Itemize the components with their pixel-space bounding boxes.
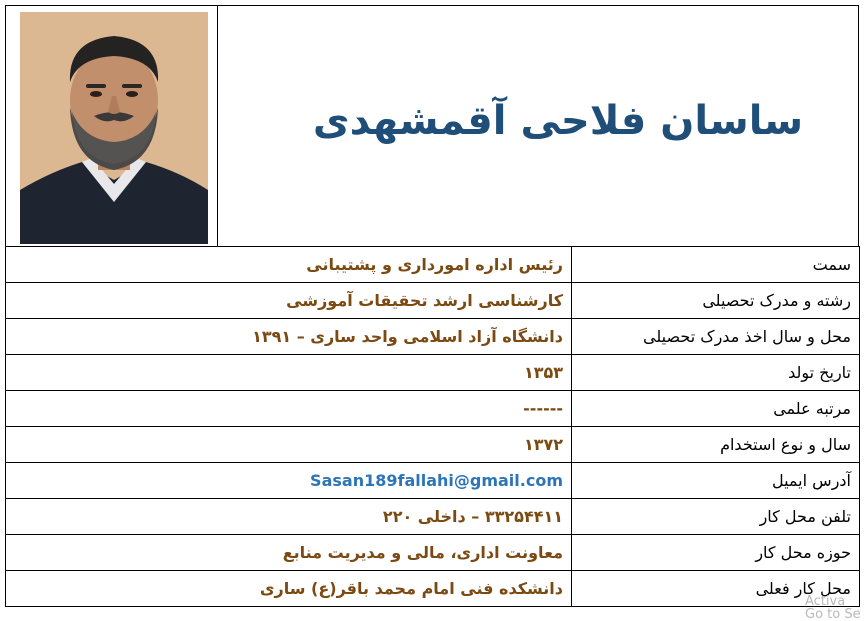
portrait-illustration: [20, 12, 208, 244]
activation-watermark: [805, 595, 865, 621]
label-cell: آدرس ایمیل: [572, 463, 860, 499]
table-row: [6, 247, 860, 283]
table-row: [6, 391, 860, 427]
table-row: [6, 463, 860, 499]
label-cell: محل کار فعلی: [572, 571, 860, 607]
table-row: [6, 571, 860, 607]
table-row: [6, 535, 860, 571]
table-row: [6, 319, 860, 355]
profile-header: [5, 5, 859, 246]
photo-cell: [6, 6, 218, 246]
label-cell: تلفن محل کار: [572, 499, 860, 535]
value-cell: دانشکده فنی امام محمد باقر(ع) ساری: [6, 571, 572, 607]
label-cell: حوزه محل کار: [572, 535, 860, 571]
person-name: ساسان فلاحی آقمشهدی: [312, 98, 804, 144]
table-row: [6, 499, 860, 535]
label-cell: تاریخ تولد: [572, 355, 860, 391]
label-cell: سال و نوع استخدام: [572, 427, 860, 463]
email-link[interactable]: Sasan189fallahi@gmail.com: [6, 463, 572, 499]
label-cell: رشته و مدرک تحصیلی: [572, 283, 860, 319]
value-cell: ۱۳۵۳: [6, 355, 572, 391]
label-cell: سمت: [572, 247, 860, 283]
value-cell: ۳۳۲۵۴۴۱۱ – داخلی ۲۲۰: [6, 499, 572, 535]
label-cell: مرتبه علمی: [572, 391, 860, 427]
value-cell: ------: [6, 391, 572, 427]
value-cell: کارشناسی ارشد تحقیقات آموزشی: [6, 283, 572, 319]
value-cell: دانشگاه آزاد اسلامی واحد ساری – ۱۳۹۱: [6, 319, 572, 355]
table-row: [6, 355, 860, 391]
label-cell: محل و سال اخذ مدرک تحصیلی: [572, 319, 860, 355]
value-cell: معاونت اداری، مالی و مدیریت منابع: [6, 535, 572, 571]
watermark-line-1: Activa: [805, 595, 846, 609]
watermark-line-2: Go to Se: [805, 607, 861, 621]
info-table: [5, 246, 860, 607]
value-cell: ۱۳۷۲: [6, 427, 572, 463]
profile-photo: [20, 12, 208, 244]
table-row: [6, 427, 860, 463]
name-cell: [218, 6, 858, 246]
table-row: [6, 283, 860, 319]
value-cell: رئیس اداره امورداری و پشتیبانی: [6, 247, 572, 283]
